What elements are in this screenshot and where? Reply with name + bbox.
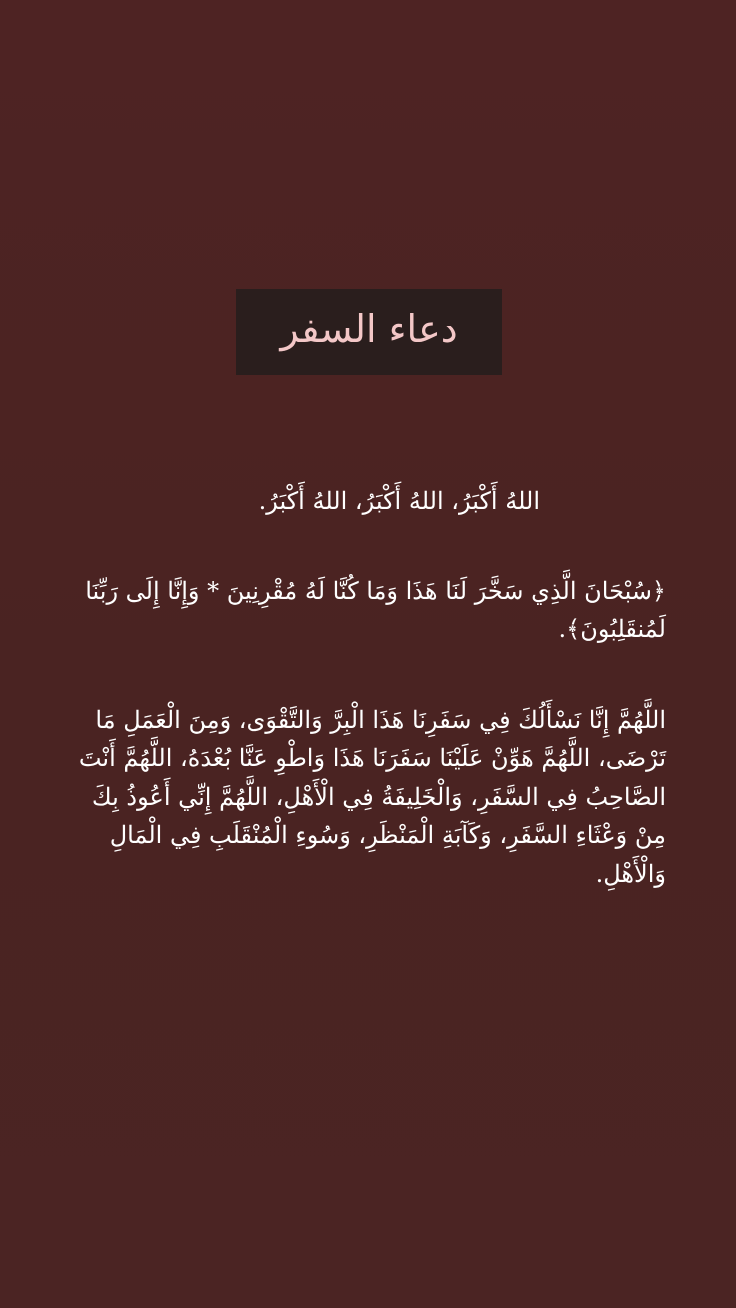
- takbir-text: اللهُ أَكْبَرُ، اللهُ أَكْبَرُ، اللهُ أَكْبَرُ.: [258, 487, 540, 515]
- travel-supplication-text: اللَّهُمَّ إِنَّا نَسْأَلُكَ فِي سَفَرِنَا هَذَا الْبِرَّ وَالتَّقْوَى، وَمِنَ الْعَمَلِ مَا تَرْضَى، اللَّهُمَّ هَوِّنْ عَلَيْنَا سَفَرَنَا هَذَا وَاطْوِ عَنَّا بُعْدَهُ، اللَّهُمَّ أَنْتَ الصَّاحِبُ فِي السَّفَرِ، وَالْخَلِيفَةُ فِي الْأَهْلِ، اللَّهُمَّ إِنِّي أَعُوذُ بِكَ مِنْ وَعْثَاءِ السَّفَرِ، وَكَآبَةِ الْمَنْظَرِ، وَسُوءِ الْمُنْقَلَبِ فِي الْمَالِ وَالْأَهْلِ.: [78, 706, 666, 888]
- page-title: دعاء السفر: [280, 307, 458, 351]
- title-banner: [236, 289, 502, 375]
- quran-verse-text: ﴿سُبْحَانَ الَّذِي سَخَّرَ لَنَا هَذَا وَمَا كُنَّا لَهُ مُقْرِنِينَ * وَإِنَّا إِلَى رَبِّنَا لَمُنقَلِبُونَ﴾.: [85, 577, 666, 644]
